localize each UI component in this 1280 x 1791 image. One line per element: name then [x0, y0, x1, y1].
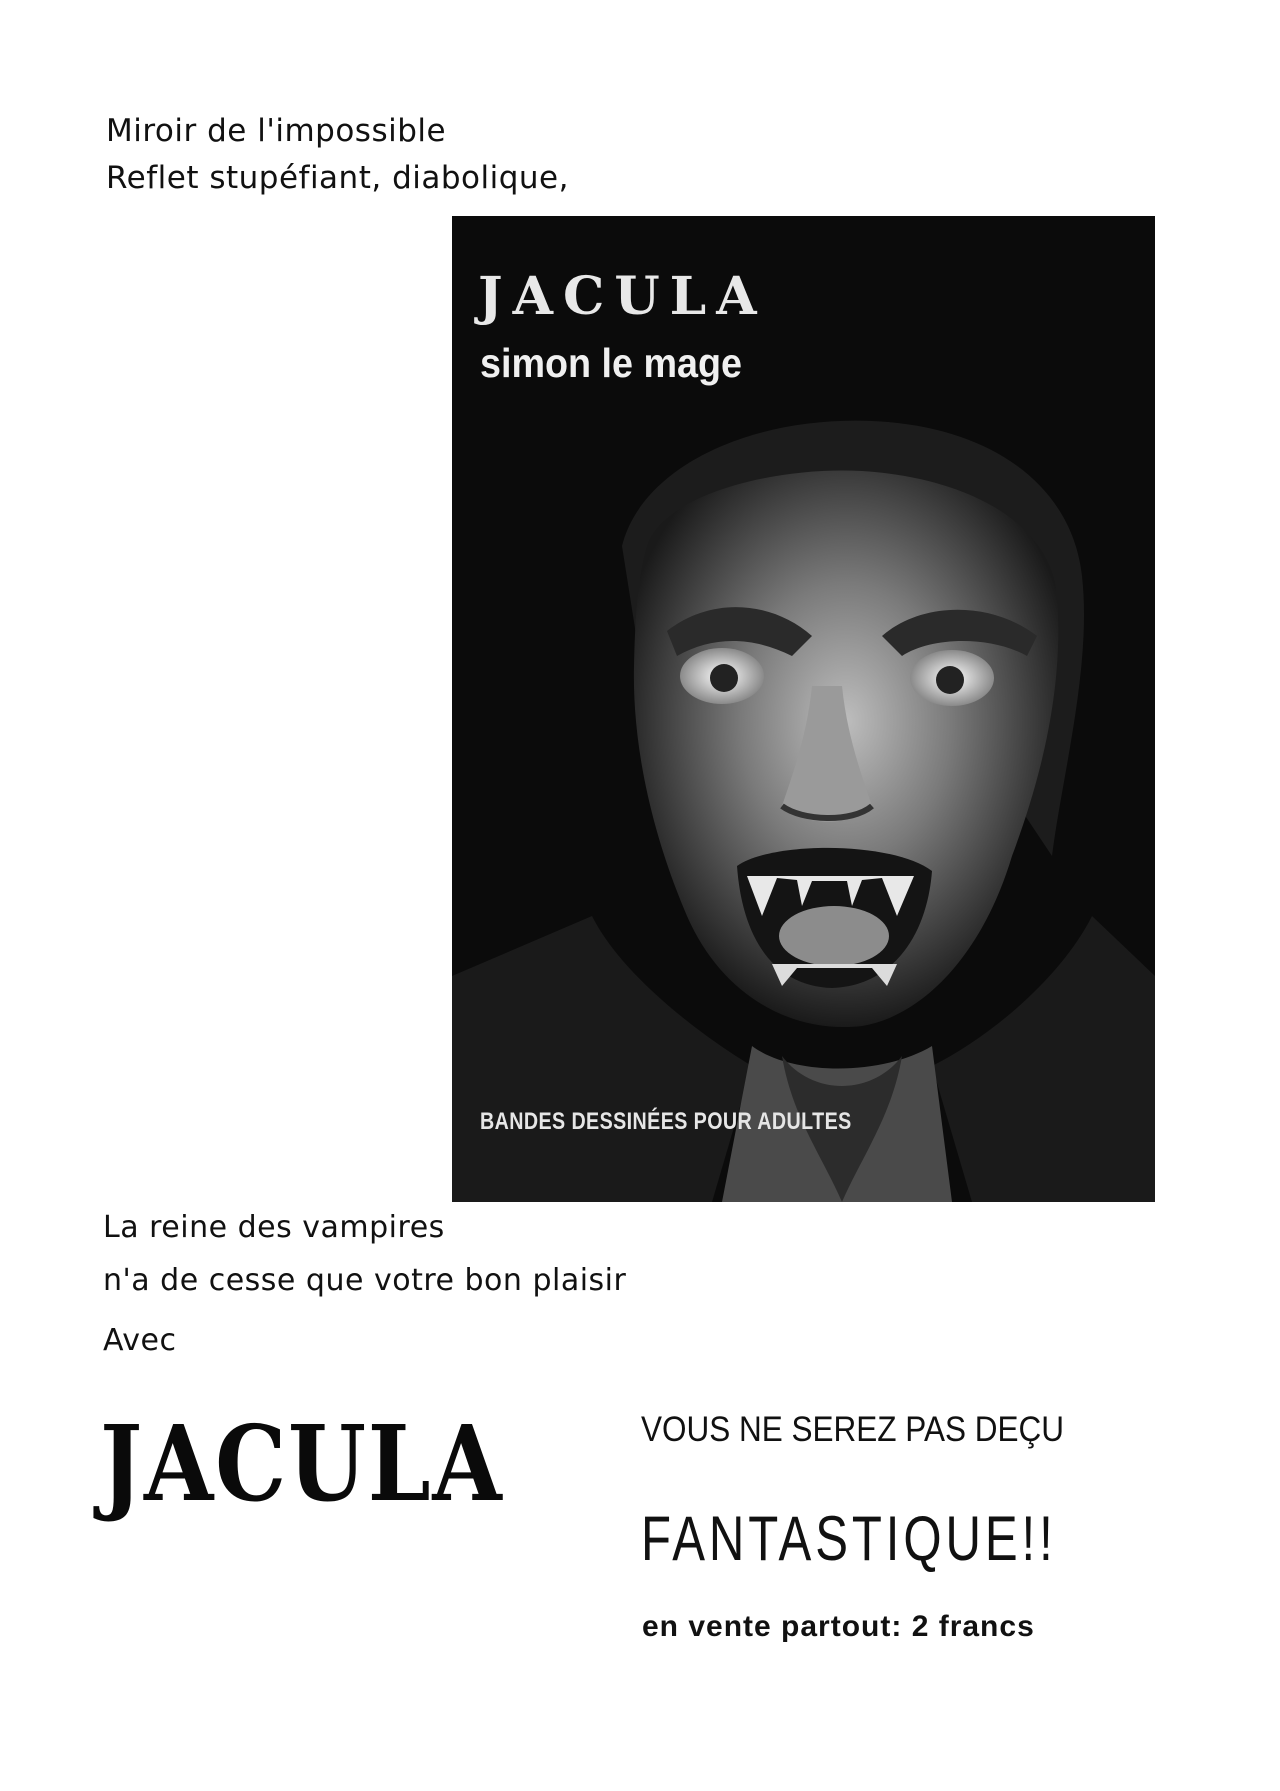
body-line: n'a de cesse que votre bon plaisir [103, 1263, 627, 1298]
headline-exclamation: FANTASTIQUE!! [641, 1504, 1057, 1574]
brand-logo: JACULA [100, 1402, 504, 1525]
cover-logo: JACULA [478, 266, 767, 327]
intro-verse [106, 108, 569, 202]
cover-subtitle: simon le mage [480, 340, 743, 386]
body-line: Avec [103, 1323, 177, 1358]
comic-cover-image [452, 216, 1155, 1202]
tagline: VOUS NE SEREZ PAS DEÇU [641, 1410, 1065, 1449]
price-note: en vente partout: 2 francs [642, 1610, 1035, 1643]
intro-line: Miroir de l'impossible [106, 113, 447, 149]
cover-strapline: BANDES DESSINÉES POUR ADULTES [480, 1108, 852, 1135]
intro-line: Reflet stupéfiant, diabolique, [106, 160, 569, 196]
body-line: La reine des vampires [103, 1210, 445, 1245]
